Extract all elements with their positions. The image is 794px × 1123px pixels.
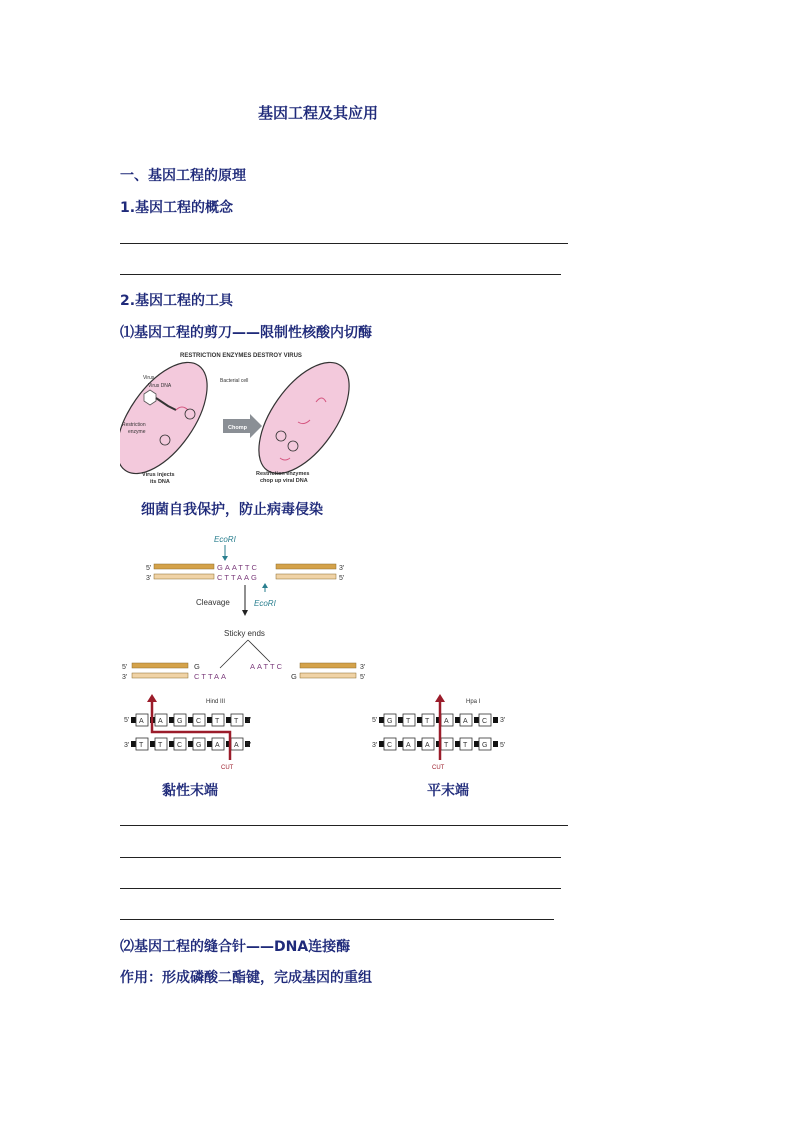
base-letter: G	[196, 742, 202, 749]
ecori-label-bottom: EcoRI	[254, 599, 276, 608]
three-prime-bottom-left: 3'	[146, 575, 152, 582]
right-sticky-end: AATTC	[250, 662, 285, 671]
hpa-label: Hpa I	[466, 699, 481, 705]
base-letter: G	[387, 718, 393, 725]
item-tools: 2.基因工程的工具	[120, 293, 234, 309]
backbone-link	[379, 717, 384, 723]
five-prime-bottom-right: 5'	[339, 575, 345, 582]
backbone-link	[226, 717, 231, 723]
base-letter: G	[482, 742, 488, 749]
cleavage-label: Cleavage	[196, 598, 230, 607]
five-prime-cut-left: 5'	[122, 664, 128, 671]
answer-line-2	[120, 274, 561, 275]
hpa-three-top: 3'	[500, 717, 506, 724]
ligase-effect: 作用：形成磷酸二酯键，完成基因的重组	[120, 970, 372, 986]
base-letter: C	[482, 718, 488, 725]
base-letter: T	[234, 718, 239, 725]
backbone-link	[455, 741, 460, 747]
backbone-link	[169, 717, 174, 723]
base-letter: C	[177, 742, 183, 749]
hpa-cut-label: CUT	[432, 765, 445, 771]
hind-label: Hind III	[206, 699, 226, 705]
base-letter: T	[158, 742, 163, 749]
base-letter: G	[177, 718, 183, 725]
item-concept: 1.基因工程的概念	[120, 200, 234, 216]
ecori-cleavage-figure	[120, 530, 380, 690]
bottom-sequence: CTTAAG	[217, 573, 259, 582]
hind-five-top: 5'	[124, 717, 130, 724]
hind-five-bottom: 5'	[246, 742, 252, 749]
subitem-dna-ligase: ⑵基因工程的缝合针——DNA连接酶	[120, 939, 351, 955]
caption-blunt-end: 平末端	[427, 783, 469, 799]
answer-line-6	[120, 919, 554, 920]
hind-cut-path	[152, 698, 230, 760]
hind-three-bottom: 3'	[124, 742, 130, 749]
bacterial-cell-left	[120, 347, 225, 489]
enzyme-label: enzyme	[128, 429, 146, 435]
figure-heading: RESTRICTION ENZYMES DESTROY VIRUS	[180, 353, 302, 359]
backbone-link	[474, 717, 479, 723]
bacterial-cell-right	[241, 347, 350, 489]
backbone-link	[417, 741, 422, 747]
virus-dna-label: Virus DNA	[148, 383, 172, 389]
five-prime-top-left: 5'	[146, 565, 152, 572]
base-letter: T	[406, 718, 411, 725]
right-caption-a: Restriction enzymes	[256, 471, 310, 477]
virus-label: Virus	[143, 375, 155, 381]
base-letter: A	[158, 718, 163, 725]
backbone-link	[398, 741, 403, 747]
base-letter: C	[387, 742, 393, 749]
base-letter: A	[234, 742, 239, 749]
chomp-label: Chomp	[228, 425, 247, 431]
left-sticky-end: CTTAA	[194, 672, 229, 681]
backbone-link	[207, 741, 212, 747]
backbone-link	[493, 741, 498, 747]
bacterial-cell-label: Bacterial cell	[220, 378, 249, 384]
page-title: 基因工程及其应用	[258, 104, 379, 122]
hpa-three-bottom: 3'	[372, 742, 378, 749]
base-letter: C	[196, 718, 202, 725]
ecori-label-top: EcoRI	[214, 535, 236, 544]
hind-bottom-strand	[131, 738, 250, 750]
cut-types-figure	[118, 692, 518, 774]
base-letter: T	[139, 742, 144, 749]
base-letter: T	[425, 718, 430, 725]
base-letter: A	[444, 718, 449, 725]
answer-line-4	[120, 857, 561, 858]
hpa-top-strand	[379, 714, 498, 726]
backbone-link	[188, 741, 193, 747]
caption-self-protection: 细菌自我保护，防止病毒侵染	[141, 502, 323, 518]
right-bottom-base: G	[291, 672, 297, 681]
restriction-enzyme-figure	[120, 346, 350, 491]
base-letter: A	[463, 718, 468, 725]
answer-line-5	[120, 888, 561, 889]
base-letter: A	[406, 742, 411, 749]
hpa-five-bottom: 5'	[500, 742, 506, 749]
backbone-link	[398, 717, 403, 723]
backbone-link	[417, 717, 422, 723]
left-top-base: G	[194, 662, 200, 671]
backbone-link	[493, 717, 498, 723]
hpa-bottom-strand	[379, 738, 498, 750]
base-letter: T	[215, 718, 220, 725]
left-caption-b: its DNA	[150, 479, 170, 485]
backbone-link	[474, 741, 479, 747]
backbone-link	[169, 741, 174, 747]
left-caption-a: Virus injects	[142, 472, 175, 478]
three-prime-cut-left: 3'	[122, 674, 128, 681]
backbone-link	[455, 717, 460, 723]
hind-three-top: 3'	[246, 717, 252, 724]
answer-line-3	[120, 825, 568, 826]
base-letter: T	[463, 742, 468, 749]
base-letter: A	[425, 742, 430, 749]
base-letter: A	[215, 742, 220, 749]
backbone-link	[131, 741, 136, 747]
hpa-five-top: 5'	[372, 717, 378, 724]
backbone-link	[131, 717, 136, 723]
sticky-ends-label: Sticky ends	[224, 629, 265, 638]
hind-top-strand	[131, 714, 250, 726]
five-prime-cut-right: 5'	[360, 674, 366, 681]
answer-line-1	[120, 243, 568, 244]
caption-sticky-end: 黏性末端	[162, 783, 218, 799]
three-prime-top-right: 3'	[339, 565, 345, 572]
backbone-link	[150, 741, 155, 747]
subitem-restriction-enzyme: ⑴基因工程的剪刀——限制性核酸内切酶	[120, 325, 372, 341]
base-letter: T	[444, 742, 449, 749]
three-prime-cut-right: 3'	[360, 664, 366, 671]
backbone-link	[207, 717, 212, 723]
right-caption-b: chop up viral DNA	[260, 478, 308, 484]
section-heading-principle: 一、基因工程的原理	[120, 168, 246, 184]
backbone-link	[188, 717, 193, 723]
base-letter: A	[139, 718, 144, 725]
restriction-label: Restriction	[122, 422, 146, 428]
hind-cut-label: CUT	[221, 765, 234, 771]
backbone-link	[379, 741, 384, 747]
top-sequence: GAATTC	[217, 563, 259, 572]
